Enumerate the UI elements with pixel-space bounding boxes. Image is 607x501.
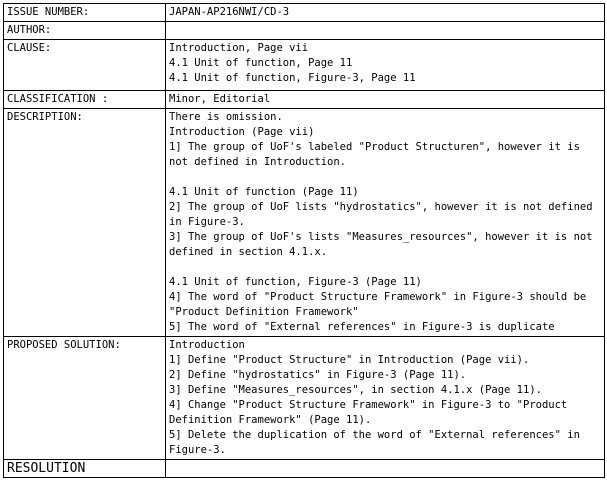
author-label: AUTHOR: <box>4 22 166 40</box>
issue-number-label: ISSUE NUMBER: <box>4 4 166 22</box>
description-line: 3] The group of UoF's lists "Measures_resources", however it is not defined in section 4.1.x. <box>169 231 593 258</box>
solution-line: 5] Delete the duplication of the word of "External references" in Figure-3. <box>169 429 580 456</box>
issue-form-table <box>3 3 605 478</box>
classification-label: CLASSIFICATION : <box>4 91 166 109</box>
proposed-solution-value <box>166 337 605 460</box>
solution-line: 2] Define "hydrostatics" in Figure-3 (Page 11). <box>169 369 467 381</box>
clause-row <box>4 40 605 91</box>
resolution-label: RESOLUTION <box>4 460 166 478</box>
proposed-solution-label: PROPOSED SOLUTION: <box>4 337 166 460</box>
description-line: 1] The group of UoF's labeled "Product Structuren", however it is not defined in Introduction. <box>169 141 580 168</box>
description-line: Introduction (Page vii) <box>169 126 315 138</box>
blank-line <box>169 260 601 275</box>
description-line: There is omission. <box>169 111 283 123</box>
issue-number-value: JAPAN-AP216NWI/CD-3 <box>166 4 605 22</box>
proposed-solution-row <box>4 337 605 460</box>
clause-line: 4.1 Unit of function, Page 11 <box>169 57 353 69</box>
author-row <box>4 22 605 40</box>
description-line: 4.1 Unit of function (Page 11) <box>169 186 359 198</box>
clause-label: CLAUSE: <box>4 40 166 91</box>
solution-line: Introduction <box>169 339 245 351</box>
description-label: DESCRIPTION: <box>4 109 166 337</box>
description-value <box>166 109 605 337</box>
description-line: 4.1 Unit of function, Figure-3 (Page 11) <box>169 276 422 288</box>
classification-row <box>4 91 605 109</box>
resolution-row <box>4 460 605 478</box>
clause-line: 4.1 Unit of function, Figure-3, Page 11 <box>169 72 416 84</box>
description-line: 5] The word of "External references" in Figure-3 is duplicate <box>169 321 555 333</box>
resolution-value <box>166 460 605 478</box>
solution-line: 4] Change "Product Structure Framework" in Figure-3 to "Product Definition Framework" (Page 11). <box>169 399 568 426</box>
classification-value: Minor, Editorial <box>166 91 605 109</box>
issue-number-row <box>4 4 605 22</box>
clause-value <box>166 40 605 91</box>
blank-line <box>169 170 601 185</box>
solution-line: 1] Define "Product Structure" in Introduction (Page vii). <box>169 354 530 366</box>
description-line: 4] The word of "Product Structure Framework" in Figure-3 should be "Product Definition Framework" <box>169 291 587 318</box>
solution-line: 3] Define "Measures_resources", in section 4.1.x (Page 11). <box>169 384 542 396</box>
description-line: 2] The group of UoF lists "hydrostatics", however it is not defined in Figure-3. <box>169 201 593 228</box>
clause-line: Introduction, Page vii <box>169 42 309 54</box>
description-row <box>4 109 605 337</box>
author-value <box>166 22 605 40</box>
